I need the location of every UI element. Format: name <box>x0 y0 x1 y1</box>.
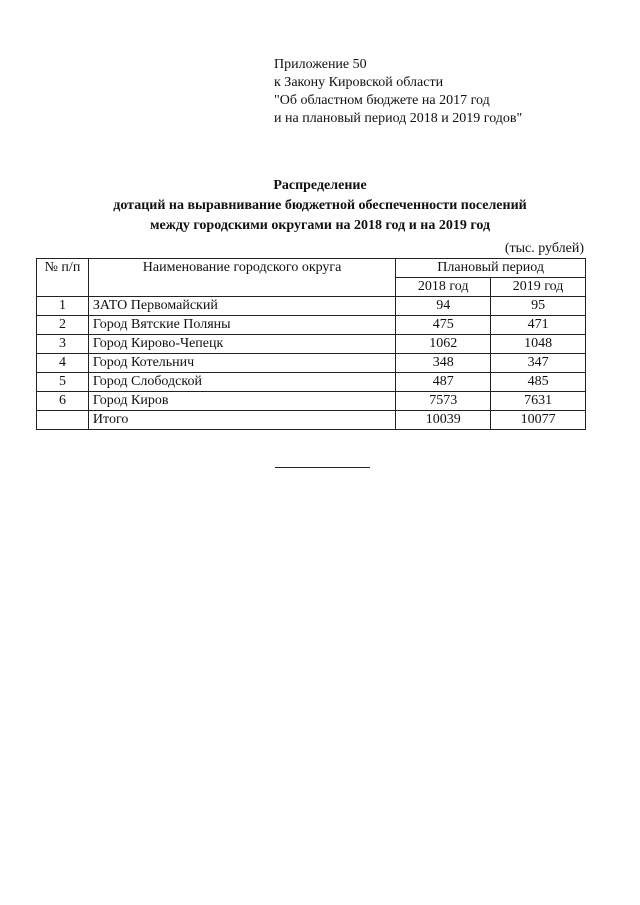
row-value-2019: 471 <box>491 316 586 335</box>
row-num: 5 <box>37 373 89 392</box>
appendix-law-title-1: "Об областном бюджете на 2017 год <box>274 93 490 108</box>
total-label: Итого <box>88 411 395 430</box>
appendix-number: Приложение 50 <box>274 57 367 72</box>
closing-rule <box>275 467 370 468</box>
row-num: 4 <box>37 354 89 373</box>
header-year-2018: 2018 год <box>396 278 491 297</box>
row-value-2018: 7573 <box>396 392 491 411</box>
row-name: ЗАТО Первомайский <box>88 297 395 316</box>
header-year-2019: 2019 год <box>491 278 586 297</box>
total-value-2018: 10039 <box>396 411 491 430</box>
total-num-empty <box>37 411 89 430</box>
table-row <box>37 373 586 392</box>
table-total-row <box>37 411 586 430</box>
row-name: Город Кирово-Чепецк <box>88 335 395 354</box>
row-value-2019: 1048 <box>491 335 586 354</box>
unit-label: (тыс. рублей) <box>504 241 584 256</box>
appendix-block <box>274 56 522 128</box>
row-value-2019: 347 <box>491 354 586 373</box>
row-value-2018: 1062 <box>396 335 491 354</box>
subsidy-table <box>36 258 586 430</box>
row-name: Город Киров <box>88 392 395 411</box>
table-row <box>37 392 586 411</box>
table-row <box>37 297 586 316</box>
row-name: Город Котельнич <box>88 354 395 373</box>
row-value-2019: 485 <box>491 373 586 392</box>
table-row <box>37 335 586 354</box>
appendix-law-title-2: и на плановый период 2018 и 2019 годов" <box>274 111 523 126</box>
document-heading <box>0 176 640 236</box>
row-num: 3 <box>37 335 89 354</box>
row-value-2019: 7631 <box>491 392 586 411</box>
row-value-2018: 348 <box>396 354 491 373</box>
row-value-2019: 95 <box>491 297 586 316</box>
total-value-2019: 10077 <box>491 411 586 430</box>
row-num: 6 <box>37 392 89 411</box>
header-period: Плановый период <box>396 259 586 278</box>
header-name: Наименование городского округа <box>88 259 395 297</box>
row-value-2018: 475 <box>396 316 491 335</box>
appendix-law-ref: к Закону Кировской области <box>274 75 444 90</box>
heading-subtitle-1: дотаций на выравнивание бюджетной обеспеченности поселений <box>113 198 527 213</box>
row-name: Город Вятские Поляны <box>88 316 395 335</box>
heading-subtitle-2: между городскими округами на 2018 год и на 2019 год <box>149 218 491 233</box>
row-num: 2 <box>37 316 89 335</box>
row-num: 1 <box>37 297 89 316</box>
table-row <box>37 354 586 373</box>
row-name: Город Слободской <box>88 373 395 392</box>
header-num: № п/п <box>37 259 89 297</box>
table-header-row <box>37 259 586 278</box>
heading-title: Распределение <box>273 178 367 193</box>
row-value-2018: 487 <box>396 373 491 392</box>
row-value-2018: 94 <box>396 297 491 316</box>
table-row <box>37 316 586 335</box>
